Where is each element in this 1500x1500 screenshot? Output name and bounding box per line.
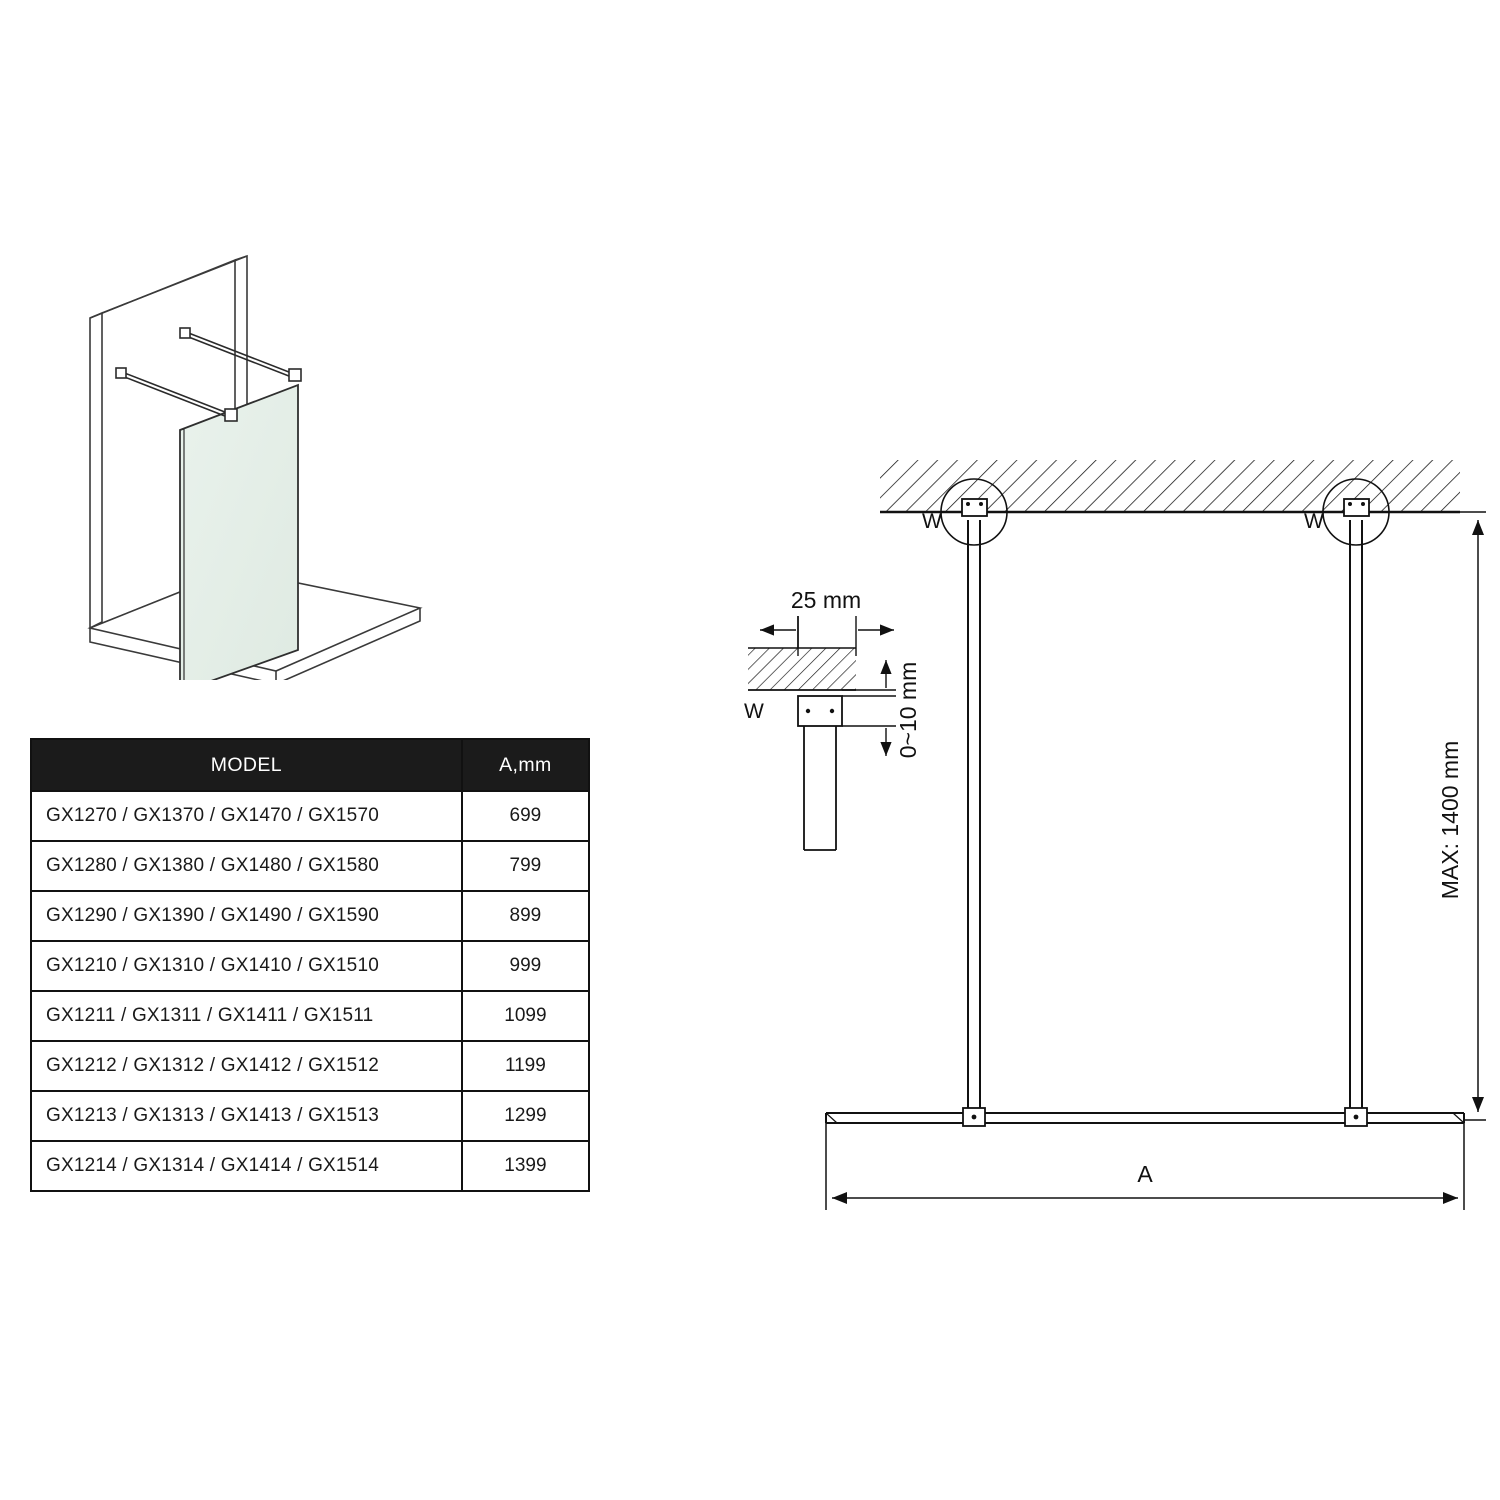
product-illustration: [80, 250, 460, 680]
cell-a: 799: [462, 841, 589, 891]
table-body: [31, 791, 589, 1191]
technical-drawing: [700, 420, 1490, 1250]
table-row: [31, 1091, 589, 1141]
label-wall-right: W: [1304, 510, 1324, 533]
cell-model: GX1214 / GX1314 / GX1414 / GX1514: [31, 1141, 462, 1191]
label-25mm: 25 mm: [790, 587, 862, 613]
label-wall-left: W: [922, 510, 942, 533]
cell-model: GX1290 / GX1390 / GX1490 / GX1590: [31, 891, 462, 941]
cell-a: 1099: [462, 991, 589, 1041]
table-row: [31, 891, 589, 941]
dimension-max-height: [1460, 512, 1486, 1120]
table-header-a: A,mm: [462, 739, 589, 791]
table-header-model: MODEL: [31, 739, 462, 791]
cell-a: 1199: [462, 1041, 589, 1091]
model-table: [30, 738, 590, 1192]
table-row: [31, 1041, 589, 1091]
model-table-wrapper: [30, 738, 590, 1192]
clamp-left: [963, 1108, 985, 1126]
cell-model: GX1270 / GX1370 / GX1470 / GX1570: [31, 791, 462, 841]
table-row: [31, 841, 589, 891]
label-gap: 0~10 mm: [895, 661, 921, 759]
cell-model: GX1213 / GX1313 / GX1413 / GX1513: [31, 1091, 462, 1141]
cell-a: 999: [462, 941, 589, 991]
cell-a: 899: [462, 891, 589, 941]
cell-a: 1299: [462, 1091, 589, 1141]
detail-view: [744, 587, 921, 850]
cell-model: GX1211 / GX1311 / GX1411 / GX1511: [31, 991, 462, 1041]
label-wall-detail: W: [744, 700, 764, 723]
label-width-a: A: [1137, 1161, 1153, 1187]
iso-svg: [80, 250, 460, 680]
label-max-height: MAX: 1400 mm: [1437, 740, 1463, 900]
technical-drawing-svg: [700, 420, 1490, 1250]
clamp-right: [1345, 1108, 1367, 1126]
glass-panel-section: [826, 1113, 1464, 1123]
cell-a: 699: [462, 791, 589, 841]
table-row: [31, 1141, 589, 1191]
table-row: [31, 941, 589, 991]
table-row: [31, 791, 589, 841]
cell-a: 1399: [462, 1141, 589, 1191]
table-row: [31, 991, 589, 1041]
support-bar-left: [968, 520, 980, 1117]
cell-model: GX1280 / GX1380 / GX1480 / GX1580: [31, 841, 462, 891]
glass-panel: [180, 385, 298, 680]
table-header-row: [31, 739, 589, 791]
support-bar-right: [1350, 520, 1362, 1117]
cell-model: GX1212 / GX1312 / GX1412 / GX1512: [31, 1041, 462, 1091]
cell-model: GX1210 / GX1310 / GX1410 / GX1510: [31, 941, 462, 991]
